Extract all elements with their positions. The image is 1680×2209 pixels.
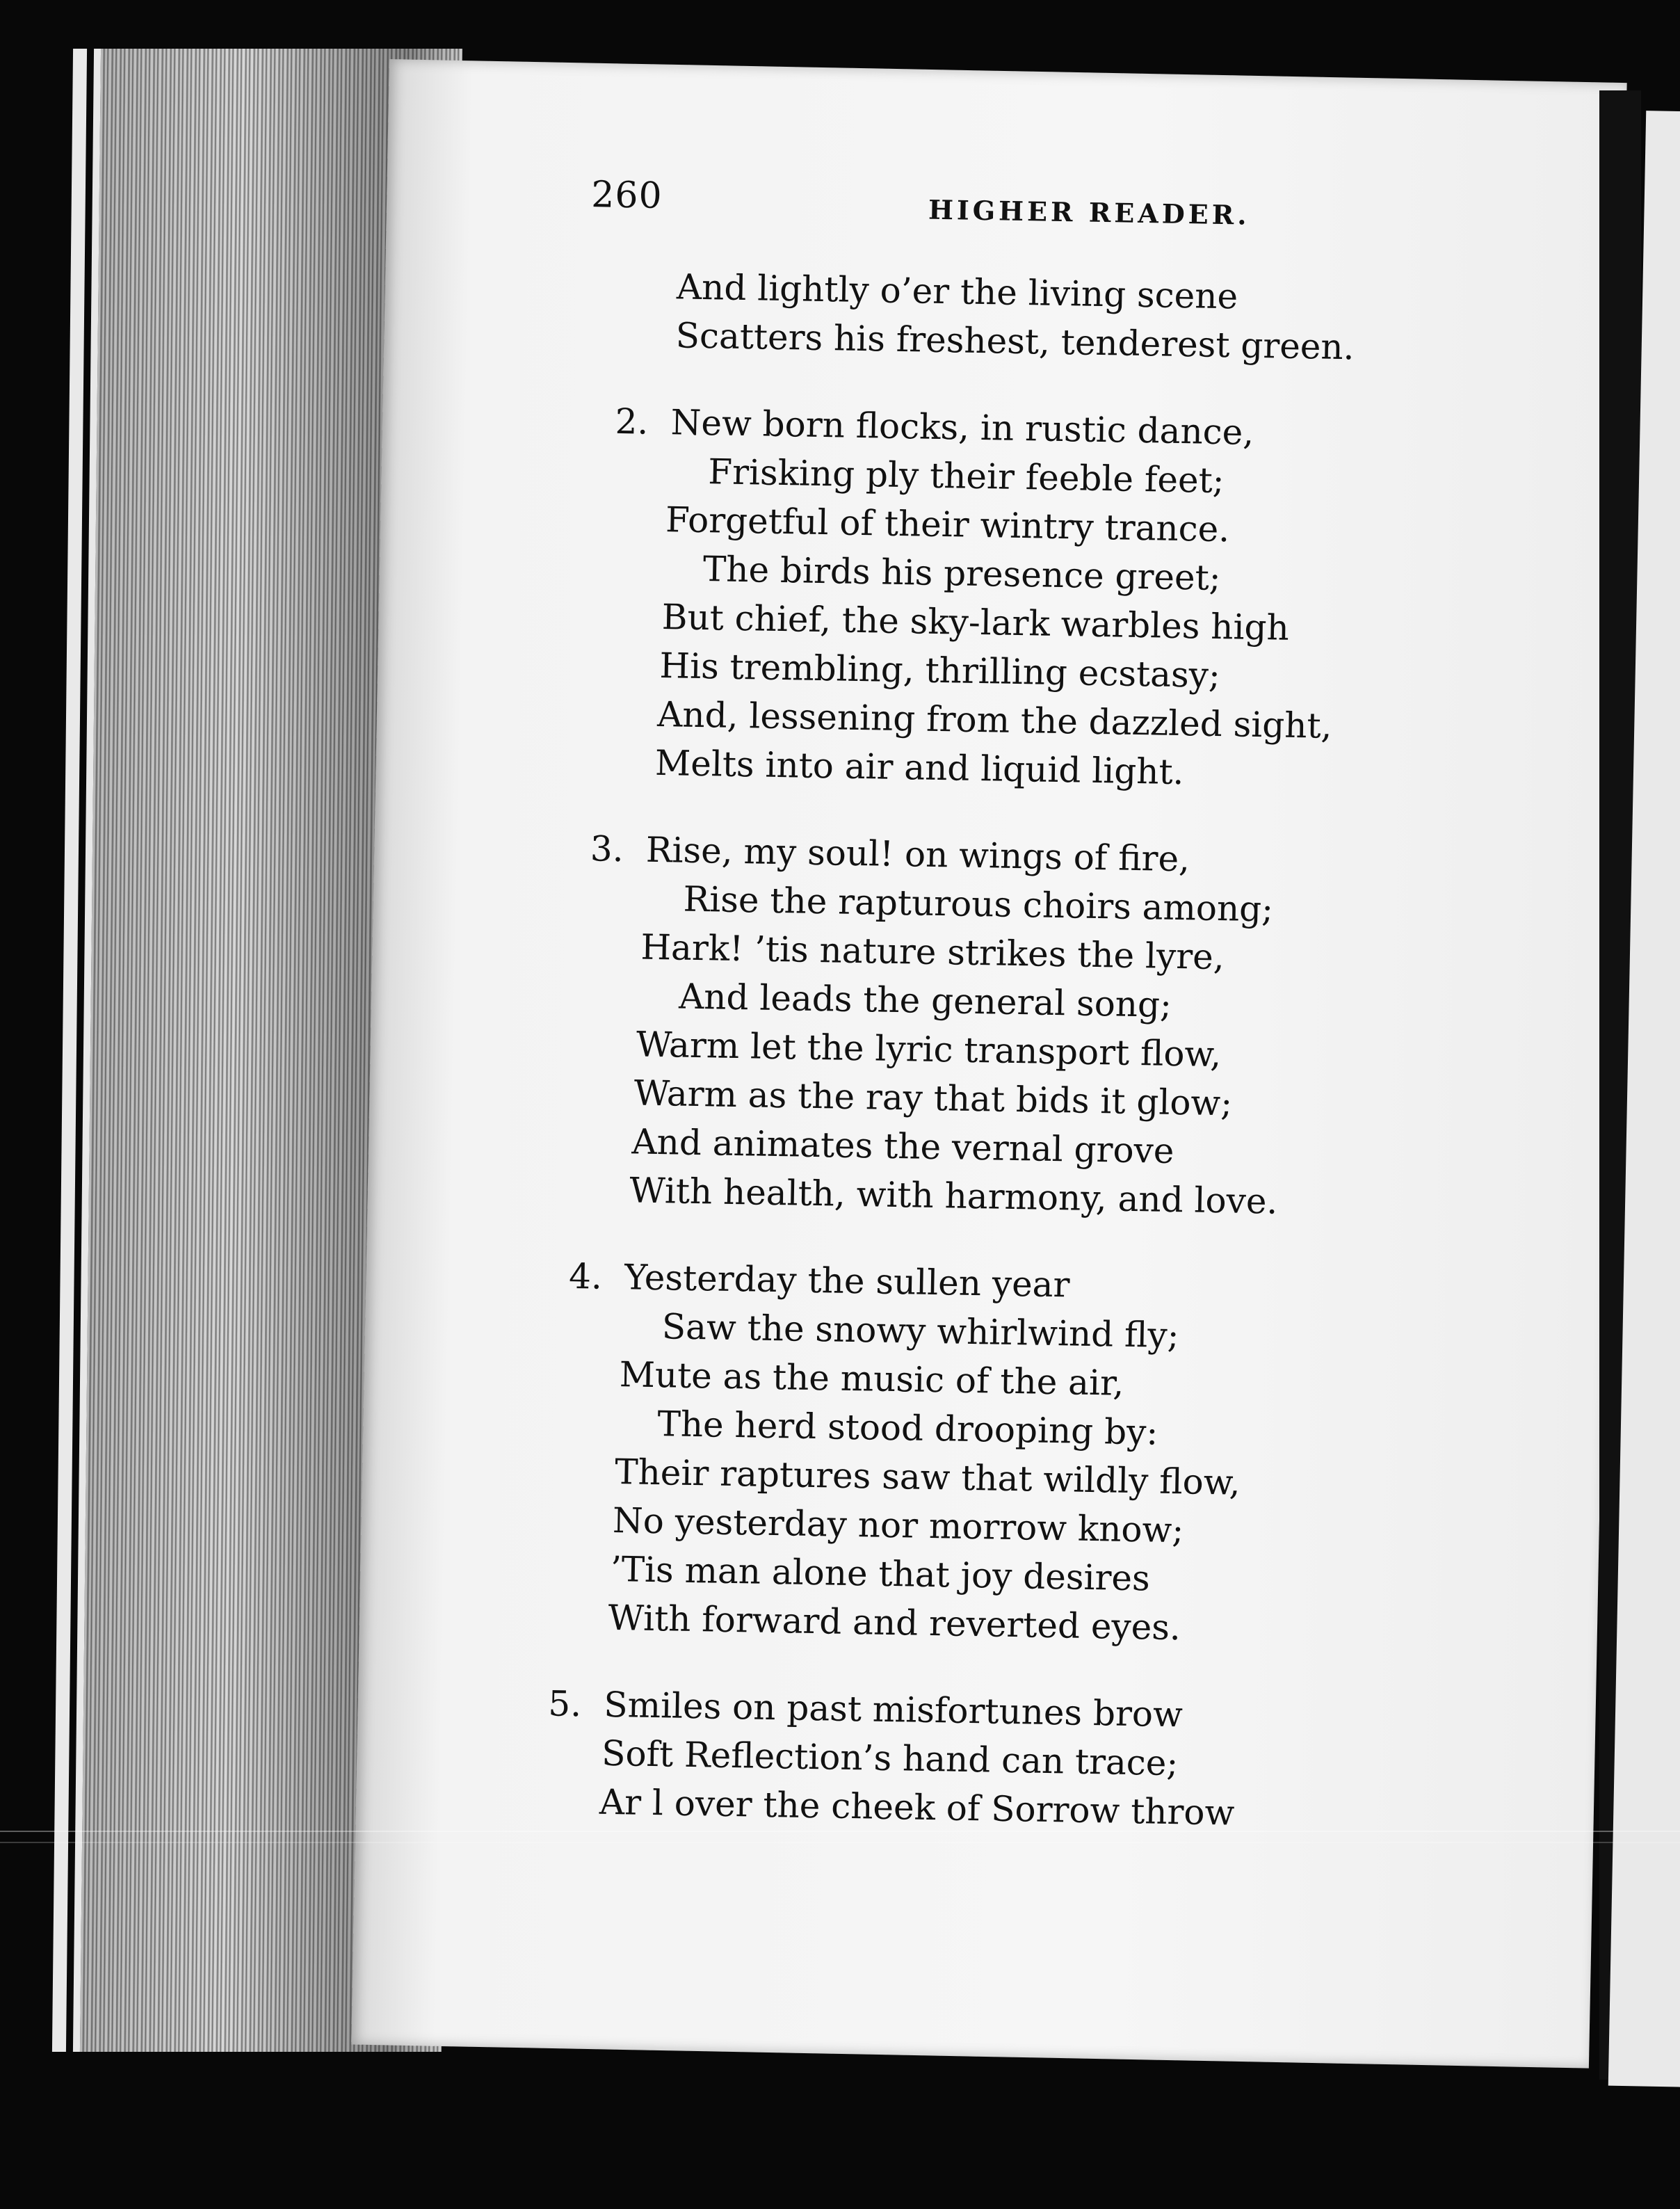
poem-line: Melts into air and liquid light. <box>654 742 1184 793</box>
poem-line: And, lessening from the dazzled sight, <box>656 693 1332 746</box>
running-title: HIGHER READER. <box>928 193 1250 231</box>
poem-line: Forgetful of their wintry trance. <box>665 499 1230 550</box>
poem-line: Soft Reflection’s hand can trace; <box>601 1733 1179 1784</box>
poem-line: Ar l over the cheek of Sorrow throw <box>599 1781 1235 1833</box>
poem-line: Their raptures saw that wildly flow, <box>614 1452 1241 1503</box>
poem-line: Frisking ply their feeble feet; <box>707 451 1225 501</box>
page-number: 260 <box>590 174 663 217</box>
poem-line: No yesterday nor morrow know; <box>612 1500 1184 1551</box>
poem-line: And animates the vernal grove <box>631 1121 1174 1172</box>
poem-line: Scatters his freshest, tenderest green. <box>675 315 1355 368</box>
poem-line: The herd stood drooping by: <box>657 1404 1158 1453</box>
poem-line: Mute as the music of the air, <box>619 1354 1124 1404</box>
poem-line: Warm let the lyric transport flow, <box>636 1024 1222 1075</box>
scan-artifact-line <box>0 1831 1680 1832</box>
poem-line: Rise the rapturous choirs among; <box>683 878 1274 930</box>
poem-line: And leads the general song; <box>678 976 1172 1025</box>
poem-line: Hark! ’tis nature strikes the lyre, <box>640 926 1225 978</box>
stanza-number: 4. <box>568 1255 603 1297</box>
poem-line: His trembling, thrilling ecstasy; <box>659 645 1221 696</box>
poem-line: Rise, my soul! on wings of fire, <box>645 829 1190 880</box>
poem-line: New born flocks, in rustic dance, <box>670 402 1254 453</box>
stanza-number: 2. <box>615 401 649 442</box>
poem-line: With forward and reverted eyes. <box>608 1597 1181 1648</box>
poem-line: ’Tis man alone that joy desires <box>610 1548 1151 1599</box>
stanza-number: 5. <box>547 1683 582 1725</box>
poem-line: Smiles on past misfortunes brow <box>603 1684 1184 1735</box>
poem-line: Saw the snowy whirlwind fly; <box>661 1306 1180 1356</box>
stanza-number: 3. <box>590 828 624 870</box>
poem-line: And lightly o’er the living scene <box>676 266 1238 317</box>
poem-line: With health, with harmony, and love. <box>629 1170 1278 1222</box>
scan-artifact-line <box>0 1842 1680 1843</box>
poem-line: But chief, the sky-lark warbles high <box>661 597 1290 648</box>
poem-line: The birds his presence greet; <box>702 549 1222 599</box>
poem-line: Warm as the ray that bids it glow; <box>633 1073 1233 1124</box>
poem-line: Yesterday the sullen year <box>624 1257 1070 1306</box>
